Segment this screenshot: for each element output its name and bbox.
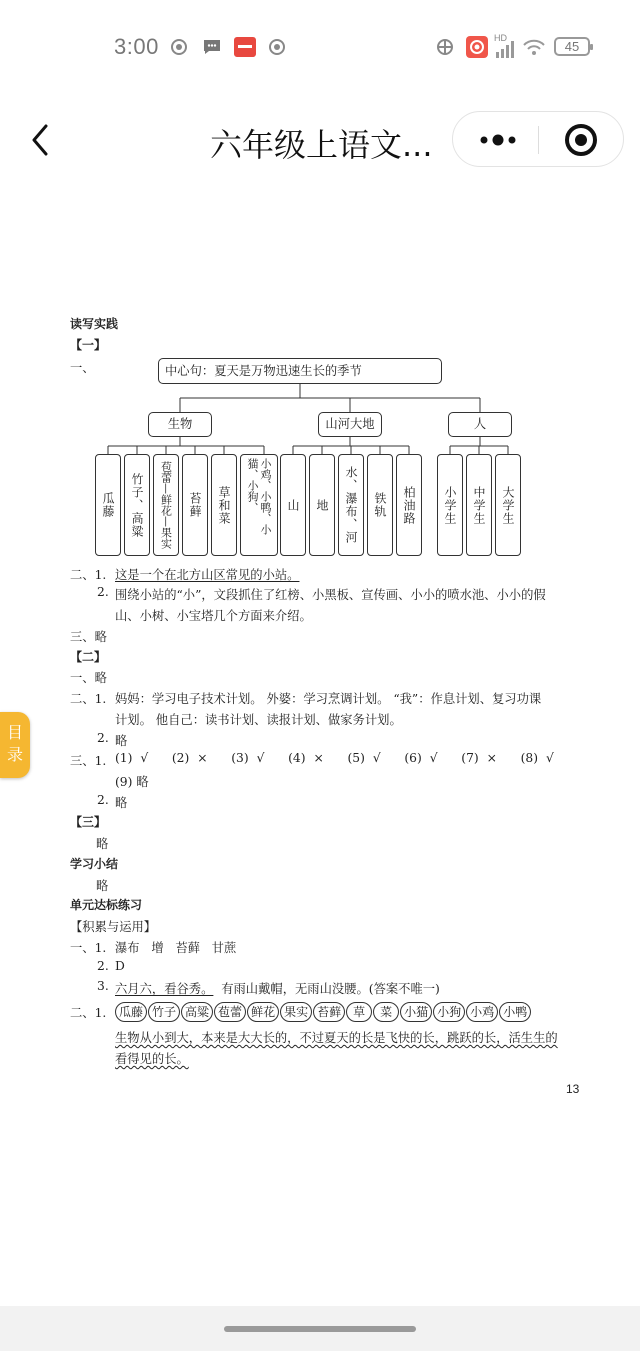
section-heading: 学习小结 (70, 857, 119, 871)
circled-word: 果实 (280, 1002, 312, 1022)
circled-word: 小狗 (433, 1002, 465, 1022)
wavy-answer: 看得见的长。 (115, 1052, 189, 1066)
bio-item (153, 454, 179, 556)
page-title: 六年级上语文... (210, 126, 433, 164)
answer-rest: 有雨山戴帽，无雨山没腰。(答案不唯一) (213, 982, 440, 996)
bio-item-text: 小鸡、小鸭、小猫、小狗、 (246, 458, 272, 535)
battery-indicator: 45 (554, 37, 590, 56)
answer-text: 略 (115, 734, 128, 748)
category-land: 山河大地 (318, 412, 382, 437)
wavy-answer: 生物从小到大，本来是大大长的，不过夏天的长是飞快的长，跳跃的长，活生生的 (115, 1031, 558, 1045)
circled-word: 瓜藤 (115, 1002, 147, 1022)
part-marker-2: 【二】 (70, 650, 107, 664)
underlined-answer: 六月六，看谷秀。 (115, 982, 214, 996)
question-label: 2. (97, 731, 109, 745)
answer-text: 一、略 (70, 671, 107, 685)
circled-words (115, 1001, 532, 1023)
answer-text: 瀑布 增 苔藓 甘蔗 (115, 941, 237, 955)
category-people: 人 (448, 412, 512, 437)
circled-word: 菜 (373, 1002, 399, 1022)
land-item (338, 454, 364, 556)
section-heading: 单元达标练习 (70, 898, 143, 912)
answer-text: 三、略 (70, 630, 107, 644)
bio-item-text: 苔藓 (188, 492, 202, 518)
bio-item-text: 苞蕾—鲜花—果实 (159, 461, 173, 549)
question-label: 一、 (70, 361, 95, 375)
bio-item (240, 454, 278, 556)
bio-item (182, 454, 208, 556)
network-label: HD (494, 33, 507, 43)
question-label: 二、1. (70, 1006, 107, 1020)
section-heading: 读写实践 (70, 317, 119, 331)
land-item (309, 454, 335, 556)
answer-text: 这是一个在北方山区常见的小站。 (115, 568, 300, 582)
status-time: 3:00 (114, 34, 159, 59)
side-tab-label-2: 录 (6, 745, 23, 764)
answer-text: 略 (96, 837, 109, 851)
part-marker-3: 【三】 (70, 815, 107, 829)
answer-text: 计划。 他自己：读书计划、读报计划、做家务计划。 (115, 713, 402, 727)
question-label: 2. (97, 959, 109, 973)
circled-word: 小鸡 (466, 1002, 498, 1022)
part-marker-accum: 【积累与运用】 (70, 920, 157, 934)
land-item-text: 地 (315, 498, 329, 512)
bio-item (211, 454, 237, 556)
circled-word: 小鸭 (499, 1002, 531, 1022)
bio-item (95, 454, 121, 556)
land-item-text: 铁轨 (373, 492, 387, 518)
answer-text: (9) 略 (115, 775, 149, 789)
circled-word: 竹子 (148, 1002, 180, 1022)
bottom-gesture-bar (0, 1306, 640, 1351)
land-item (367, 454, 393, 556)
people-item-text: 中学生 (472, 485, 486, 525)
question-label: 3. (97, 979, 109, 993)
part-marker-1: 【一】 (70, 338, 107, 352)
question-label: 二、1. (70, 692, 107, 706)
circled-word: 苔藓 (313, 1002, 345, 1022)
circled-word: 小猫 (400, 1002, 432, 1022)
bio-item (124, 454, 150, 556)
people-item (466, 454, 492, 556)
home-indicator[interactable] (224, 1326, 416, 1332)
category-bio: 生物 (148, 412, 212, 437)
catalog-side-tab[interactable] (0, 712, 30, 778)
circled-word: 草 (346, 1002, 372, 1022)
answer-text: D (115, 959, 125, 973)
land-item-text: 水、瀑布、河 (344, 466, 358, 544)
people-item-text: 大学生 (501, 485, 515, 525)
answer-text: 略 (96, 879, 109, 893)
question-label: 二、1. (70, 568, 107, 582)
answer-text: 围绕小站的“小”，文段抓住了红榜、小黑板、宣传画、小小的喷水池、小小的假 (115, 588, 546, 602)
question-label: 一、1. (70, 941, 107, 955)
answer-text: 略 (115, 796, 128, 810)
answer-text (115, 979, 440, 997)
side-tab-label-1: 目 (6, 723, 23, 742)
bio-item-text: 草和菜 (217, 485, 231, 525)
people-item-text: 小学生 (443, 485, 457, 525)
center-sentence-box: 中心句：夏天是万物迅速生长的季节 (158, 358, 442, 384)
circled-word: 鲜花 (247, 1002, 279, 1022)
people-item (437, 454, 463, 556)
land-item-text: 山 (286, 498, 300, 512)
bio-item-text: 竹子、高粱 (130, 472, 144, 538)
answer-text: 山、小树、小宝塔几个方面来介绍。 (115, 609, 312, 623)
land-item (280, 454, 306, 556)
land-item (396, 454, 422, 556)
question-label: 2. (97, 793, 109, 807)
answer-text: 妈妈：学习电子技术计划。 外婆：学习烹调计划。 “我”：作息计划、复习功课 (115, 692, 542, 706)
question-label: 三、1. (70, 754, 107, 768)
people-item (495, 454, 521, 556)
answer-text: (1) √ (2) × (3) √ (4) × (5) √ (6) √ (7) × (8) √ (115, 751, 554, 765)
circled-word: 苞蕾 (214, 1002, 246, 1022)
land-item-text: 柏油路 (402, 485, 416, 525)
bio-item-text: 瓜藤 (101, 492, 115, 518)
question-label: 2. (97, 585, 109, 599)
circled-word: 高粱 (181, 1002, 213, 1022)
page-number: 13 (566, 1082, 580, 1096)
